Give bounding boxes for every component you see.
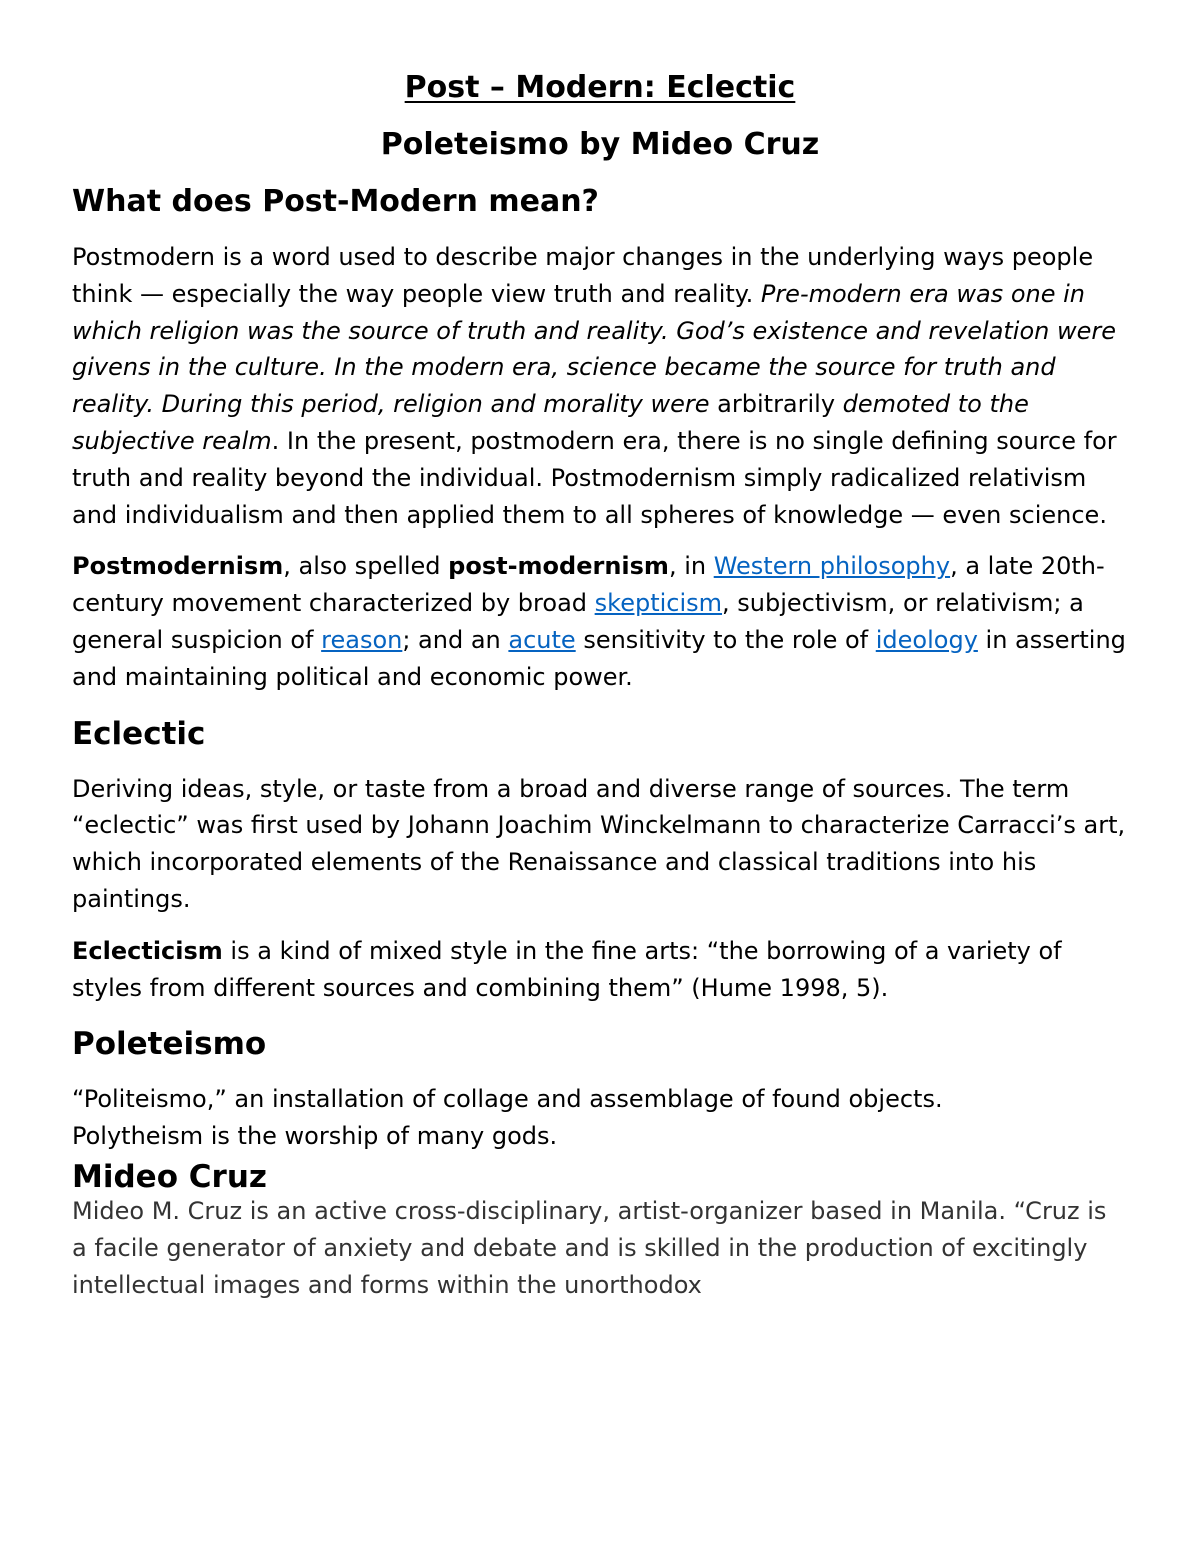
heading-eclectic: Eclectic (72, 715, 206, 752)
p1-text-3: . In the present, postmodern era, there is no single defining source for truth and reality beyond the individual. Postmodernism simply radicalized relativism and individualism and then applied them to all spheres of knowledge — even science. (72, 426, 1117, 529)
p4-text: is a kind of mixed style in the fine arts: “the borrowing of a variety of styles from different sources and combining them” (Hume 1998, 5). (72, 936, 1062, 1002)
link-acute[interactable]: acute (508, 625, 576, 654)
term-post-modernism: post-modernism (448, 552, 669, 581)
heading-mideo-cruz: Mideo Cruz (72, 1158, 267, 1195)
paragraph-poleteismo: “Politeismo,” an installation of collage and assemblage of found objects. Polytheism is the worship of many gods. (72, 1085, 943, 1151)
p2-text-6: sensitivity to the role of (575, 625, 876, 654)
p1-italic-1: Pre-modern era was one in which religion was the source of truth and reality. God’s existence and revelation were givens in the culture. In the modern era, science became the source for truth and reality. During this period, religion and morality were (72, 279, 1117, 419)
link-western-philosophy[interactable]: Western philosophy (713, 552, 951, 581)
heading-poleteismo: Poleteismo (72, 1026, 267, 1063)
link-reason[interactable]: reason (321, 625, 403, 654)
paragraph-postmodernism (72, 548, 1128, 695)
paragraph-mideo-cruz: Mideo M. Cruz is an active cross-disciplinary, artist-organizer based in Manila. “Cruz is a facile generator of anxiety and debate and is skilled in the production of excitingly intellectual images and forms within the unorthodox (72, 1196, 1107, 1299)
p2-text-5: ; and an (402, 625, 509, 654)
p2-text-4: , subjectivism, or relativism; a general suspicion of (72, 589, 1084, 654)
paragraph-eclectic-definition: Deriving ideas, style, or taste from a broad and diverse range of sources. The term “eclectic” was first used by Johann Joachim Winckelmann to characterize Carracci’s art, which incorporated elements of the Renaissance and classical traditions into his paintings. (72, 774, 1126, 913)
document-title: Post – Modern: Eclectic (404, 70, 796, 105)
p2-text-2: , in (668, 552, 714, 581)
document-subtitle: Poleteismo by Mideo Cruz (380, 127, 820, 162)
p2-text-3: , a late 20th-century movement characterized by broad (72, 552, 1105, 618)
term-postmodernism: Postmodernism (72, 552, 284, 581)
p2-text-1: , also spelled (283, 552, 449, 581)
link-ideology[interactable]: ideology (875, 625, 978, 654)
p2-text-7: in asserting and maintaining political and economic power. (72, 625, 1126, 691)
paragraph-eclecticism (72, 933, 1128, 1007)
paragraph-postmodern-definition (72, 239, 1128, 533)
p1-text-1: Postmodern is a word used to describe major changes in the underlying ways people think — especially the way people view truth and reality. (72, 243, 1094, 308)
document-page (72, 66, 1128, 1303)
term-eclecticism: Eclecticism (72, 936, 223, 965)
link-skepticism[interactable]: skepticism (594, 589, 723, 618)
p1-text-2: arbitrarily (709, 390, 843, 419)
heading-postmodern-question: What does Post-Modern mean? (72, 184, 599, 219)
p1-italic-2: demoted to the subjective realm (72, 390, 1029, 455)
